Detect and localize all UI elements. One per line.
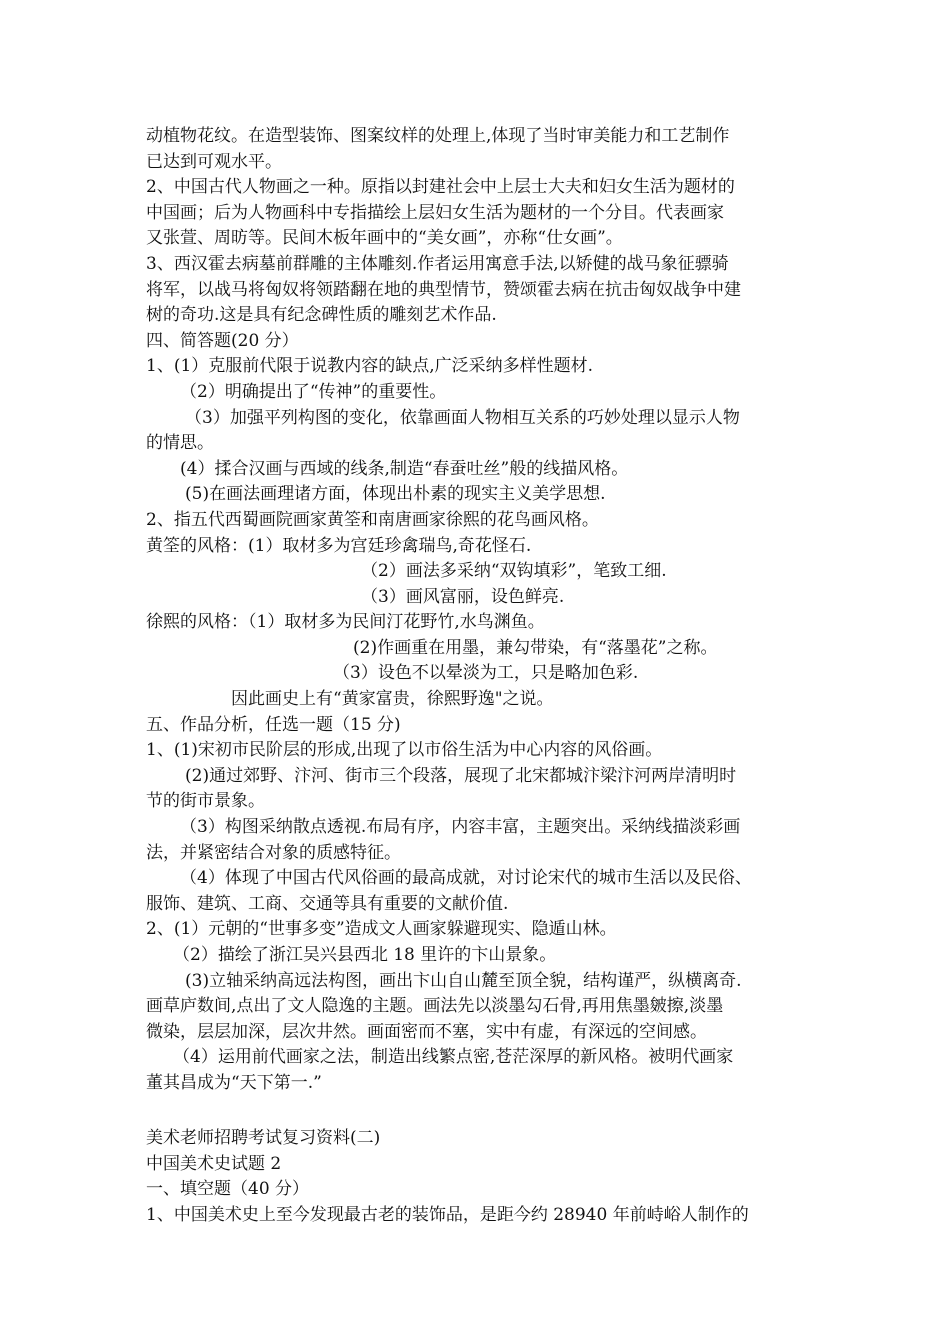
text-line: 1、(1）克服前代限于说教内容的缺点,广泛采纳多样性题材.: [146, 356, 594, 377]
text-line: 法，并紧密结合对象的质感特征。: [146, 842, 401, 863]
document-body: [146, 124, 816, 1097]
text-line: 画草庐数间,点出了文人隐逸的主题。画法先以淡墨勾石骨,再用焦墨皴擦,淡墨: [146, 996, 724, 1017]
text-line: (5)在画法画理诸方面，体现出朴素的现实主义美学思想.: [185, 484, 606, 505]
text-line: 中国画；后为人物画科中专指描绘上层妇女生活为题材的一个分目。代表画家: [146, 202, 724, 223]
text-line: (3)立轴采纳高远法构图，画出卞山自山麓至顶全貌，结构谨严，纵横离奇.: [185, 970, 742, 991]
text-line: 2、指五代西蜀画院画家黄筌和南唐画家徐熙的花鸟画风格。: [146, 509, 599, 530]
section-heading: 一、填空题（40 分）: [146, 1179, 310, 1200]
text-line: 已达到可观水平。: [146, 151, 282, 172]
text-line: 董其昌成为“天下第一.”: [146, 1072, 322, 1093]
text-line: (2)通过郊野、汴河、街市三个段落，展现了北宋都城汴梁汴河两岸清明时: [185, 765, 737, 786]
text-line: （3）画风富丽，设色鲜亮.: [361, 586, 565, 607]
text-line: 将军，以战马将匈奴将领踏翻在地的典型情节，赞颂霍去病在抗击匈奴战争中建: [146, 279, 741, 300]
next-document-section: [146, 1126, 816, 1228]
text-line: 黄筌的风格：(1）取材多为宫廷珍禽瑞鸟,奇花怪石.: [146, 535, 532, 556]
text-line: （3）设色不以晕淡为工，只是略加色彩.: [333, 663, 639, 684]
text-line: 1、(1)宋初市民阶层的形成,出现了以市俗生活为中心内容的风俗画。: [146, 740, 663, 761]
text-line: 又张萱、周昉等。民间木板年画中的“美女画”，亦称“仕女画”。: [146, 228, 623, 249]
text-line: （3）构图采纳散点透视.布局有序，内容丰富，主题突出。采纳线描淡彩画: [180, 817, 741, 838]
text-line: 微染，层层加深，层次井然。画面密而不塞，实中有虚，有深远的空间感。: [146, 1021, 707, 1042]
text-line: (2)作画重在用墨，兼勾带染，有“落墨花”之称。: [353, 637, 718, 658]
section-heading: 五、作品分析，任选一题（15 分): [146, 714, 401, 735]
text-line: （2）描绘了浙江吴兴县西北 18 里许的卞山景象。: [173, 945, 557, 965]
text-line: 徐熙的风格：（1）取材多为民间汀花野竹,水鸟渊鱼。: [146, 612, 545, 633]
text-line: 树的奇功.这是具有纪念碑性质的雕刻艺术作品.: [146, 305, 497, 326]
text-line: （2）明确提出了“传神”的重要性。: [180, 381, 447, 402]
text-line: 3、西汉霍去病墓前群雕的主体雕刻.作者运用寓意手法,以矫健的战马象征骠骑: [146, 253, 729, 274]
text-line: 1、中国美术史上至今发现最古老的装饰品，是距今约 28940 年前峙峪人制作的: [146, 1204, 749, 1225]
text-line: 动植物花纹。在造型装饰、图案纹样的处理上,体现了当时审美能力和工艺制作: [146, 126, 730, 146]
text-line: （4）运用前代画家之法，制造出线繁点密,苍茫深厚的新风格。被明代画家: [173, 1047, 734, 1068]
document-subtitle: 中国美术史试题 2: [146, 1153, 282, 1174]
text-line: 的情思。: [146, 433, 214, 454]
text-line: (4）揉合汉画与西域的线条,制造“春蚕吐丝”般的线描风格。: [180, 458, 629, 479]
document-title: 美术老师招聘考试复习资料(二): [146, 1128, 381, 1148]
text-line: 因此画史上有“黄家富贵，徐熙野逸"之说。: [231, 689, 554, 710]
text-line: （3）加强平列构图的变化，依靠画面人物相互关系的巧妙处理以显示人物: [185, 407, 740, 428]
section-heading: 四、简答题(20 分）: [146, 330, 299, 351]
text-line: 2、(1）元朝的“世事多变”造成文人画家躲避现实、隐遁山林。: [146, 919, 617, 940]
text-line: 节的街市景象。: [146, 791, 265, 812]
text-line: （2）画法多采纳“双钩填彩”，笔致工细.: [361, 561, 667, 582]
text-line: 服饰、建筑、工商、交通等具有重要的文献价值.: [146, 893, 509, 914]
text-line: （4）体现了中国古代风俗画的最高成就，对讨论宋代的城市生活以及民俗、: [180, 868, 752, 889]
text-line: 2、中国古代人物画之一种。原指以封建社会中上层士大夫和妇女生活为题材的: [146, 177, 735, 198]
